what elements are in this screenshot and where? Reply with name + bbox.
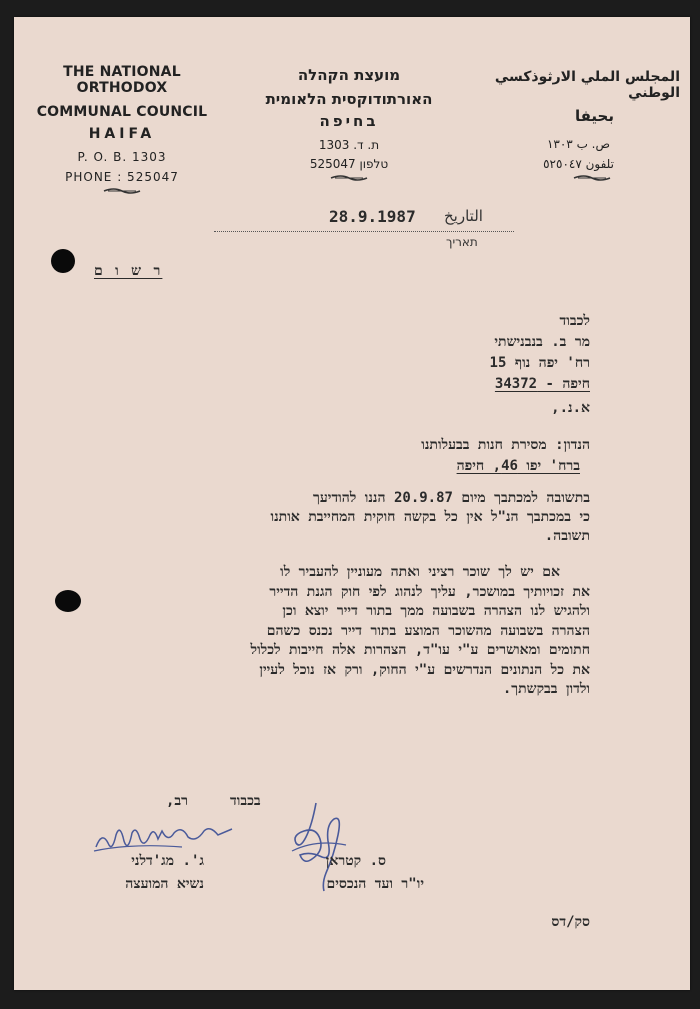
date-value: 28.9.1987 [329,207,416,226]
recipient-name: מר ב. בנבנישתי [494,334,590,350]
city-he: בחיפה [319,112,379,130]
registered-mail-label: ר ש ו ם [94,263,163,279]
paragraph-line: הצהרה בשבועה מהשוכר המוצע בתור דייר נכנס כשהם [266,622,590,639]
pob-en: P. O. B. 1303 [77,150,167,164]
paragraph-line: ולהגיש לנו הצהרה בשבועה ממך בתור דייר יוצא וכן [282,603,590,619]
letterhead-arabic [462,69,680,181]
body-paragraph-2 [30,563,590,700]
letterhead-english [22,64,222,194]
paragraph-line: ולדון בבקשתך. [502,681,590,697]
date-label-ar: التاريخ [444,207,483,225]
letter-sheet [14,17,690,990]
city-en: HAIFA [88,126,156,142]
signatory-name: ס. קטראן [325,853,386,869]
paragraph-line: תשובה. [544,528,590,544]
punch-hole-bottom [55,590,81,612]
signatory-katran [244,853,424,893]
subject-block [190,437,590,475]
recipient-salutation: לכבוד [559,313,590,329]
flourish-ornament-ar [462,173,680,181]
signatory-title: יו"ר ועד הנכסים [326,876,424,892]
phone-ar: تلفون ٥٢٥٠٤٧ [543,157,614,171]
phone-en: PHONE : 525047 [65,170,179,184]
org-name-he-1: מועצת הקהלה [297,66,401,84]
closing-rav: רב, [166,793,189,809]
paragraph-line: את זכויותיך במושכר, עליך לנהוג לפי חוק הגנת הדייר [269,583,590,600]
signatory-name: ג'. מג'דלני [131,853,204,869]
org-name-en-2: COMMUNAL COUNCIL [36,104,208,120]
reference-initials: סק/דס [551,914,590,930]
date-dotted-line [214,231,514,232]
date-block [214,207,514,255]
phone-he: טלפון 525047 [309,157,389,171]
flourish-ornament-he [239,173,459,181]
paragraph-line: אם יש לך שוכר רציני ואתה מעוניין להעביר לו [280,564,560,580]
org-name-ar-1: المجلس الملي الارثوذكسي الوطني [494,69,680,101]
pob-he: ת. ד. 1303 [318,138,380,152]
signatory-title: נשיא המועצה [125,876,204,892]
paragraph-line: חתומים ומאושרים ע"י עו"ד, הצהרות אלה חייבות לכלול [250,642,590,658]
punch-hole-top [51,249,75,273]
greeting: א.נ., [551,400,590,416]
recipient-block [370,313,590,393]
body-paragraph-1 [30,489,590,546]
recipient-street: רח' יפה נוף 15 [489,355,590,371]
paragraph-line: בתשובה למכתבך מיום 20.9.87 הננו להודיעך [312,490,590,506]
subject-line-1: הנדון: מסירת חנות בבעלותנו [421,437,590,453]
paragraph-line: את כל הנתונים הנדרשים ע"י החוק, ורק אז נוכל לעיין [259,661,590,678]
signatory-majdalani [54,853,204,893]
letterhead-hebrew [239,66,459,181]
city-ar: بحيفا [575,107,614,125]
org-name-he-2: האורתודוקסית הלאומית [265,90,433,108]
date-label-he: תאריך [446,235,478,249]
recipient-city: חיפה - 34372 [494,376,590,392]
closing-respect: בכבוד [230,793,261,809]
flourish-ornament-en [22,186,222,194]
org-name-en-1: THE NATIONAL ORTHODOX [63,64,181,96]
subject-line-2: ברח' יפו 46, חיפה [456,458,580,474]
pob-ar: ص. ب ١٣٠٣ [546,137,610,151]
paragraph-line: כי במכתבך הנ"ל אין כל בקשה חוקית המחייבת אותנו [270,509,590,525]
